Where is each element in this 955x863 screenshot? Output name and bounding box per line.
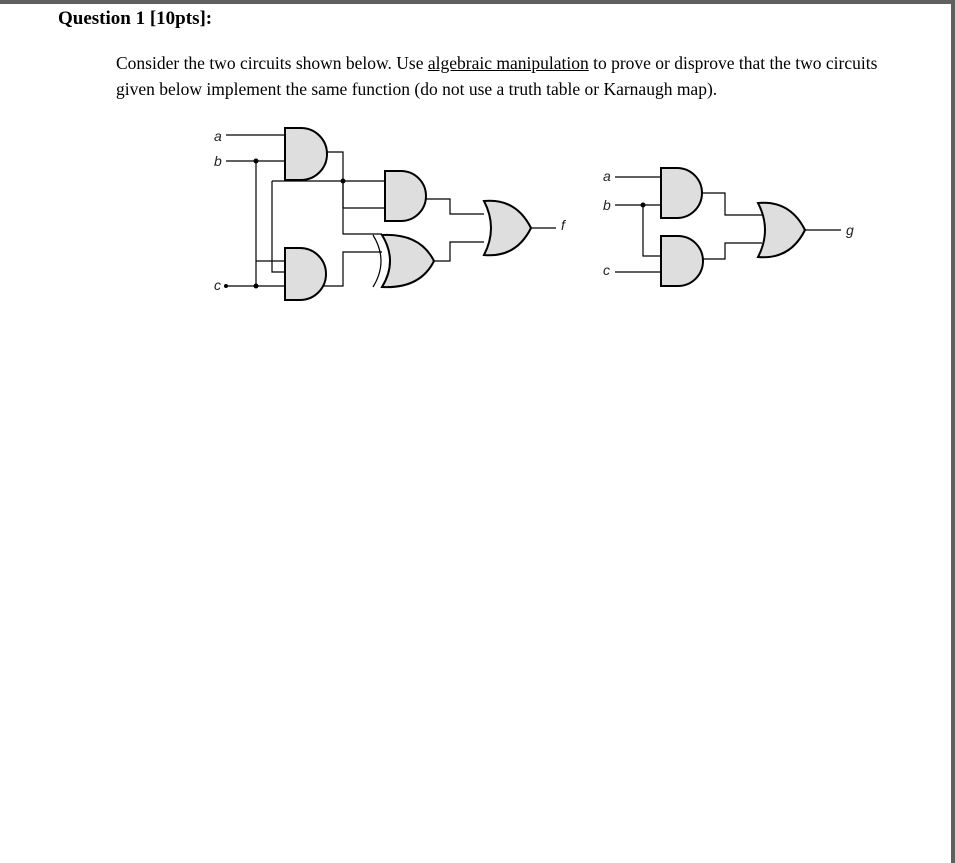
underlined-phrase: algebraic manipulation: [427, 53, 589, 73]
circuit-f: [214, 128, 567, 300]
circuit-g-wire: [702, 243, 762, 259]
question-title: Question 1 [10pts]:: [58, 8, 213, 29]
circuit-g-and-gate-ab: [661, 168, 702, 218]
circuit-f-wire: [432, 242, 484, 261]
circuit-f-junction-dot: [254, 284, 259, 289]
circuit-g-input-b: b: [603, 197, 611, 213]
circuit-f-and-gate-bc: [285, 248, 326, 300]
circuit-g-or-gate: [758, 203, 805, 258]
circuit-f-and-gate-ab: [285, 128, 327, 180]
circuit-f-junction-dot: [341, 179, 346, 184]
circuit-g: [603, 168, 854, 286]
circuit-f-input-b: b: [214, 153, 222, 169]
circuit-f-or-gate: [484, 201, 531, 256]
circuit-f-xor-gate-extra-curve: [373, 235, 381, 287]
question-text-part-1: Consider the two circuits shown below. Use: [116, 53, 428, 73]
circuit-f-input-c: c: [214, 277, 221, 293]
document-page: [0, 4, 951, 863]
circuit-f-and-gate-mid: [385, 171, 426, 221]
circuit-diagrams: [0, 4, 951, 863]
circuit-f-output-f: f: [561, 217, 565, 233]
circuit-f-wire: [272, 181, 285, 272]
circuit-g-output-g: g: [846, 222, 854, 238]
question-text-part-2: to prove or disprove that the two circuits given below implement the same function (do not use a truth table or Karnaugh map).: [116, 53, 878, 99]
circuit-f-xor-gate: [382, 235, 434, 287]
circuit-g-and-gate-bc: [661, 236, 703, 286]
circuit-g-input-a: a: [603, 168, 611, 184]
circuit-f-junction-dot: [254, 159, 259, 164]
circuit-f-junction-dot: [224, 284, 228, 288]
circuit-g-wire: [702, 193, 762, 215]
circuit-g-input-c: c: [603, 262, 610, 278]
circuit-f-wire: [426, 199, 484, 214]
circuit-f-input-a: a: [214, 128, 222, 144]
circuit-f-wire: [325, 152, 382, 234]
circuit-g-wire: [643, 205, 661, 256]
circuit-g-junction-dot: [641, 203, 646, 208]
